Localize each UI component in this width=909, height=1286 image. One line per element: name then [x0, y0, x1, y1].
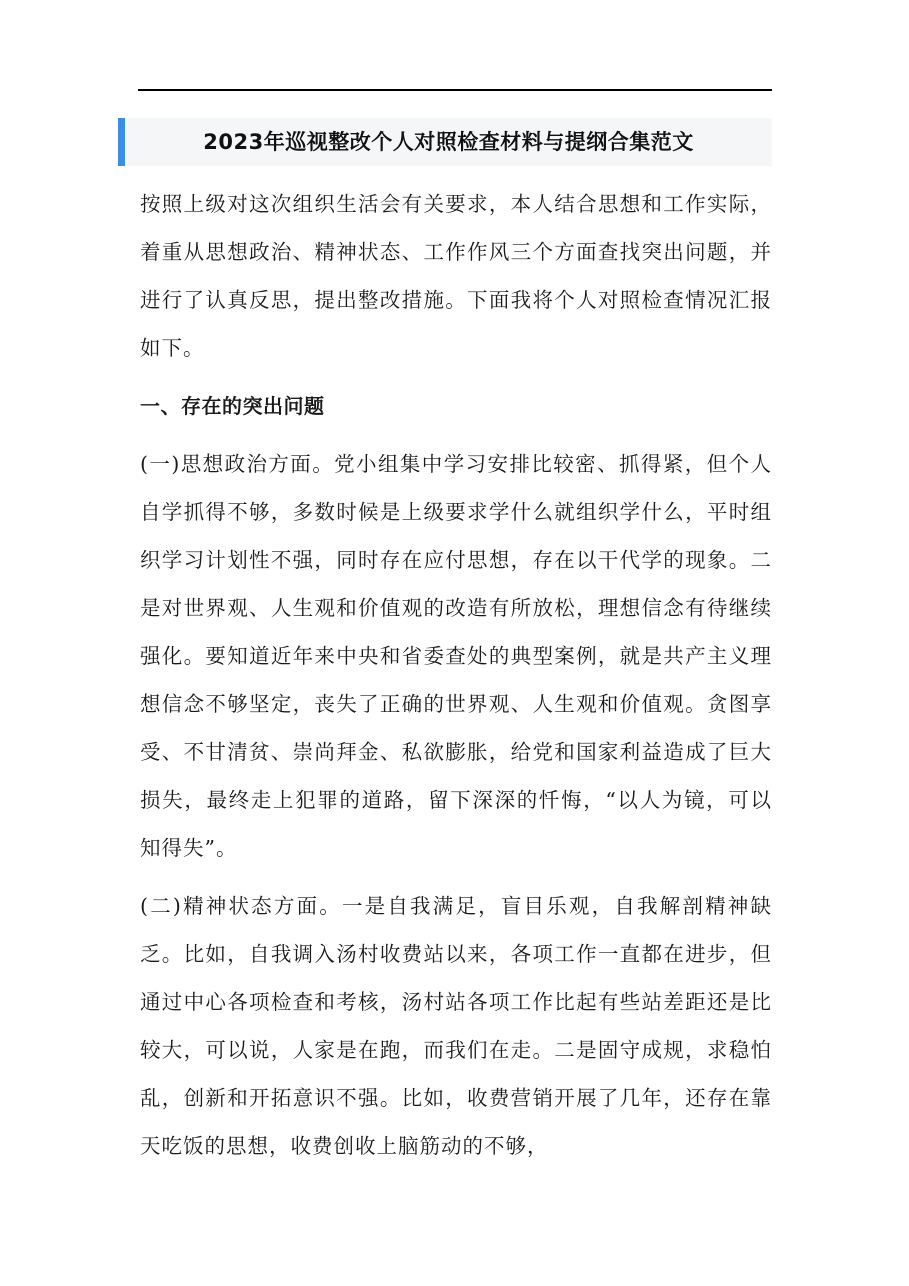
document-title: 2023年巡视整改个人对照检查材料与提纲合集范文 — [203, 130, 694, 154]
intro-paragraph: 按照上级对这次组织生活会有关要求，本人结合思想和工作实际，着重从思想政治、精神状态、工作作风三个方面查找突出问题，并进行了认真反思，提出整改措施。下面我将个人对照检查情况汇报如下。 — [140, 192, 772, 360]
title-accent-bar — [118, 118, 125, 166]
section-heading: 一、存在的突出问题 — [140, 394, 325, 418]
paragraph-spirit: (二)精神状态方面。一是自我满足，盲目乐观，自我解剖精神缺乏。比如，自我调入汤村收费站以来，各项工作一直都在进步，但通过中心各项检查和考核，汤村站各项工作比起有些站差距还是比较大，可以说，人家是在跑，而我们在走。二是固守成规，求稳怕乱，创新和开拓意识不强。比如，收费营销开展了几年，还存在靠天吃饭的思想，收费创收上脑筋动的不够， — [140, 894, 772, 1158]
document-body — [140, 180, 772, 1170]
title-bar — [118, 118, 772, 166]
paragraph-political: (一)思想政治方面。党小组集中学习安排比较密、抓得紧，但个人自学抓得不够，多数时候是上级要求学什么就组织学什么，平时组织学习计划性不强，同时存在应付思想，存在以干代学的现象。二是对世界观、人生观和价值观的改造有所放松，理想信念有待继续强化。要知道近年来中央和省委查处的典型案例，就是共产主义理想信念不够坚定，丧失了正确的世界观、人生观和价值观。贪图享受、不甘清贫、崇尚拜金、私欲膨胀，给党和国家利益造成了巨大损失，最终走上犯罪的道路，留下深深的忏悔，“以人为镜，可以知得失”。 — [140, 452, 772, 860]
top-rule — [138, 89, 772, 91]
